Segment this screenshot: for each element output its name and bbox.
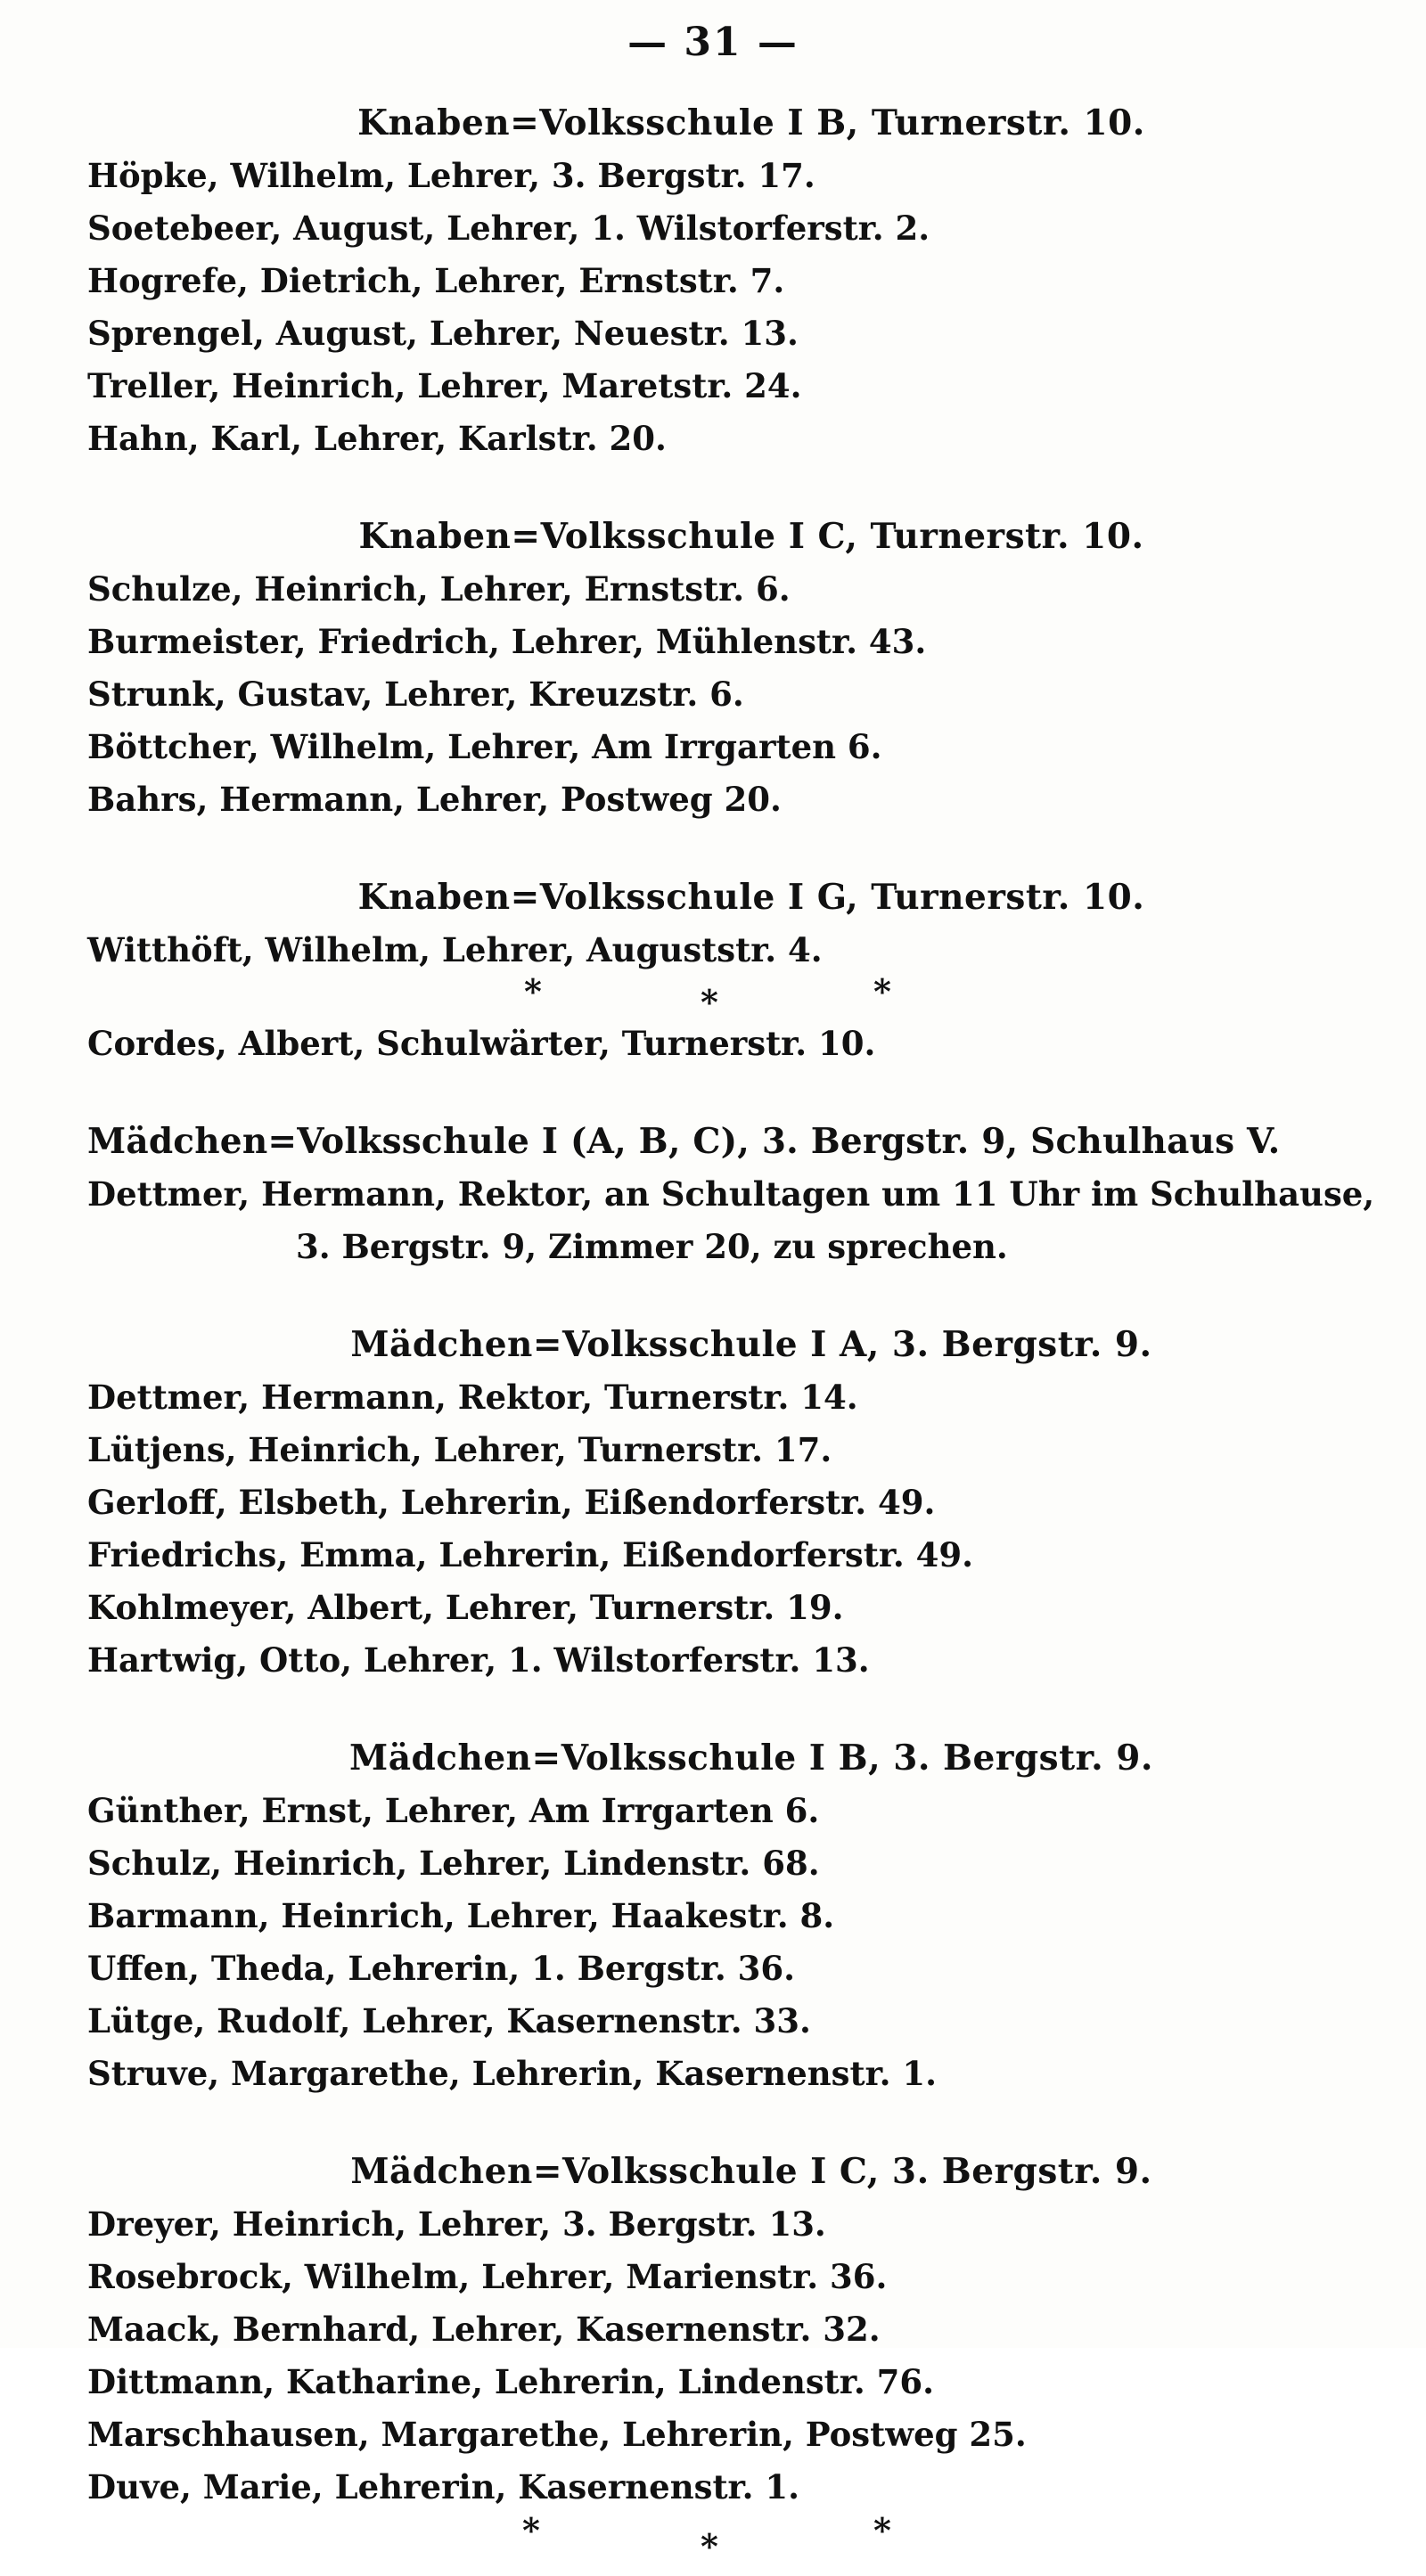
list-item: Cordes, Albert, Schulwärter, Turnerstr. 10. bbox=[87, 1024, 876, 1063]
list-item: Bahrs, Hermann, Lehrer, Postweg 20. bbox=[87, 780, 782, 819]
list-item: Strunk, Gustav, Lehrer, Kreuzstr. 6. bbox=[87, 675, 744, 714]
section-heading: Mädchen=Volksschule I A, 3. Bergstr. 9. bbox=[350, 1324, 1152, 1365]
list-item: Höpke, Wilhelm, Lehrer, 3. Bergstr. 17. bbox=[87, 156, 815, 195]
list-item: Rosebrock, Wilhelm, Lehrer, Marienstr. 36. bbox=[87, 2257, 888, 2296]
list-item: Burmeister, Friedrich, Lehrer, Mühlenstr. 43. bbox=[87, 622, 927, 661]
list-item: Dettmer, Hermann, Rektor, Turnerstr. 14. bbox=[87, 1378, 858, 1417]
list-item: Treller, Heinrich, Lehrer, Maretstr. 24. bbox=[87, 366, 802, 405]
list-item: Hogrefe, Dietrich, Lehrer, Ernststr. 7. bbox=[87, 261, 785, 300]
list-item: Böttcher, Wilhelm, Lehrer, Am Irrgarten 6. bbox=[87, 727, 882, 766]
section-knaben-volksschule-ig bbox=[87, 871, 1353, 1070]
list-item: Schulz, Heinrich, Lehrer, Lindenstr. 68. bbox=[87, 1844, 820, 1883]
list-item: Maack, Bernhard, Lehrer, Kasernenstr. 32. bbox=[87, 2310, 881, 2349]
list-item: Gerloff, Elsbeth, Lehrerin, Eißendorferstr. 49. bbox=[87, 1483, 936, 1522]
list-item: Schulze, Heinrich, Lehrer, Ernststr. 6. bbox=[87, 569, 791, 609]
list-item: Dettmer, Hermann, Rektor, an Schultagen um 11 Uhr im Schulhause, bbox=[87, 1174, 1375, 1214]
star-mark: * bbox=[522, 2510, 540, 2550]
list-item: Witthöft, Wilhelm, Lehrer, Auguststr. 4. bbox=[87, 930, 823, 969]
section-heading: Mädchen=Volksschule I C, 3. Bergstr. 9. bbox=[350, 2151, 1152, 2192]
star-mark: * bbox=[524, 971, 542, 1011]
star-separator bbox=[87, 2510, 1353, 2576]
section-heading: Knaben=Volksschule I B, Turnerstr. 10. bbox=[357, 102, 1145, 143]
section-knaben-volksschule-ic bbox=[87, 510, 1353, 826]
list-item: Uffen, Theda, Lehrerin, 1. Bergstr. 36. bbox=[87, 1949, 795, 1988]
star-mark: * bbox=[701, 982, 718, 1022]
list-item: Lütge, Rudolf, Lehrer, Kasernenstr. 33. bbox=[87, 2001, 811, 2040]
section-heading: Mädchen=Volksschule I B, 3. Bergstr. 9. bbox=[349, 1738, 1153, 1779]
star-mark: * bbox=[873, 2510, 891, 2550]
list-item: Hahn, Karl, Lehrer, Karlstr. 20. bbox=[87, 419, 667, 458]
star-separator bbox=[87, 971, 1353, 1022]
list-item-continuation: 3. Bergstr. 9, Zimmer 20, zu sprechen. bbox=[296, 1227, 1008, 1266]
page-content bbox=[87, 96, 1375, 2576]
list-item: Dreyer, Heinrich, Lehrer, 3. Bergstr. 13. bbox=[87, 2204, 826, 2244]
section-maedchen-volksschule-ib bbox=[87, 1731, 1353, 2100]
list-item: Soetebeer, August, Lehrer, 1. Wilstorferstr. 2. bbox=[87, 209, 930, 248]
list-item: Struve, Margarethe, Lehrerin, Kasernenstr. 1. bbox=[87, 2054, 938, 2093]
list-item: Friedrichs, Emma, Lehrerin, Eißendorferstr. 49. bbox=[87, 1535, 974, 1574]
list-item: Kohlmeyer, Albert, Lehrer, Turnerstr. 19. bbox=[87, 1588, 844, 1627]
list-item: Duve, Marie, Lehrerin, Kasernenstr. 1. bbox=[87, 2467, 800, 2506]
list-item: Sprengel, August, Lehrer, Neuestr. 13. bbox=[87, 314, 799, 353]
section-heading: Knaben=Volksschule I C, Turnerstr. 10. bbox=[358, 516, 1144, 557]
section-heading: Knaben=Volksschule I G, Turnerstr. 10. bbox=[357, 877, 1145, 918]
section-maedchen-volksschule-i bbox=[87, 1115, 1375, 1273]
section-heading: Mädchen=Volksschule I (A, B, C), 3. Bergstr. 9, Schulhaus V. bbox=[87, 1121, 1281, 1162]
list-item: Lütjens, Heinrich, Lehrer, Turnerstr. 17. bbox=[87, 1430, 832, 1469]
star-mark: * bbox=[701, 2526, 718, 2566]
star-mark: * bbox=[873, 971, 891, 1011]
list-item: Hartwig, Otto, Lehrer, 1. Wilstorferstr. 13. bbox=[87, 1640, 870, 1680]
section-maedchen-volksschule-ia bbox=[87, 1318, 1353, 1687]
section-knaben-volksschule-ib bbox=[87, 96, 1353, 465]
page-number: — 31 — bbox=[627, 20, 799, 65]
list-item: Barmann, Heinrich, Lehrer, Haakestr. 8. bbox=[87, 1896, 835, 1935]
list-item: Günther, Ernst, Lehrer, Am Irrgarten 6. bbox=[87, 1791, 820, 1830]
list-item: Marschhausen, Margarethe, Lehrerin, Postweg 25. bbox=[87, 2415, 1027, 2454]
list-item: Dittmann, Katharine, Lehrerin, Lindenstr. 76. bbox=[87, 2362, 935, 2401]
section-maedchen-volksschule-ic bbox=[87, 2145, 1353, 2576]
